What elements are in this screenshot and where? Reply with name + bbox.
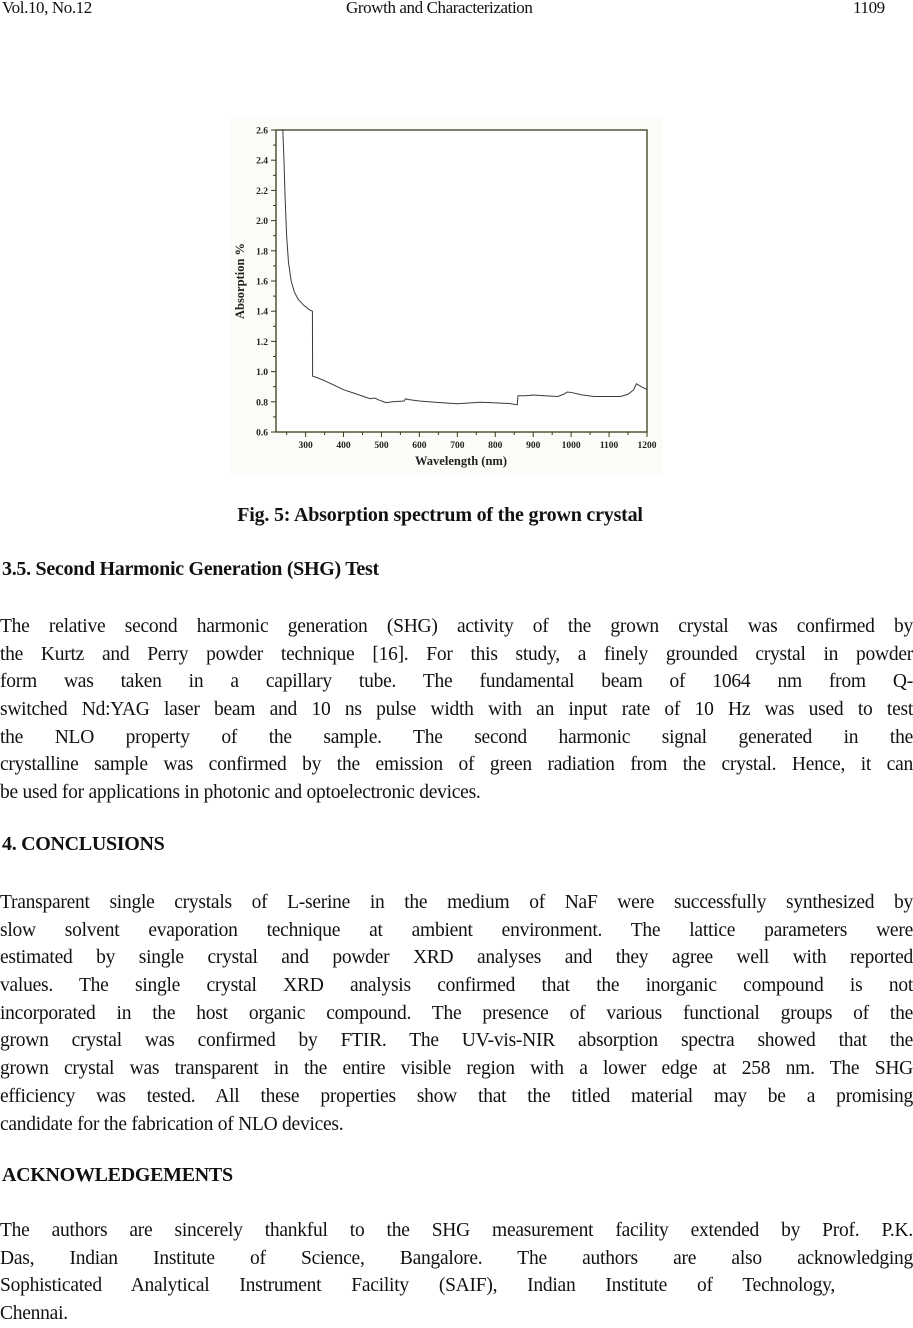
x-axis-label: Wavelength (nm) bbox=[414, 454, 508, 468]
running-header-volume: Vol.10, No.12 bbox=[2, 0, 92, 17]
x-tick-label: 1200 bbox=[637, 441, 657, 451]
text-line: be used for applications in photonic and optoelectronic devices. bbox=[0, 782, 481, 804]
text-line: estimated by single crystal and powder XRD analyses and they agree well with reported bbox=[0, 947, 913, 969]
text-line: incorporated in the host organic compound. The presence of various functional groups of the bbox=[0, 1002, 913, 1024]
text-line: The relative second harmonic generation (SHG) activity of the grown crystal was confirmed by bbox=[0, 616, 913, 637]
text-line: values. The single crystal XRD analysis confirmed that the inorganic compound is not bbox=[0, 975, 913, 997]
x-tick-label: 400 bbox=[336, 441, 351, 451]
x-tick-label: 800 bbox=[488, 441, 503, 451]
figure-caption: Fig. 5: Absorption spectrum of the grown crystal bbox=[237, 504, 643, 526]
text-line: Sophisticated Analytical Instrument Facility (SAIF), Indian Institute of Technology, bbox=[0, 1275, 835, 1297]
x-tick-label: 1000 bbox=[561, 441, 581, 451]
y-tick-label: 1.8 bbox=[256, 247, 268, 258]
y-tick-label: 0.6 bbox=[256, 428, 268, 439]
y-axis-label: Absorption % bbox=[233, 242, 247, 320]
section-heading-acknowledgements: ACKNOWLEDGEMENTS bbox=[2, 1164, 233, 1186]
section-heading-shg: 3.5. Second Harmonic Generation (SHG) Test bbox=[2, 558, 379, 580]
section-heading-conclusions: 4. CONCLUSIONS bbox=[2, 833, 165, 855]
running-header-section: Growth and Characterization bbox=[346, 0, 533, 17]
y-tick-label: 0.8 bbox=[256, 398, 268, 409]
text-line: crystalline sample was confirmed by the emission of green radiation from the crystal. Hence, it can bbox=[0, 754, 913, 776]
paragraph-acknowledgements bbox=[0, 1217, 913, 1328]
text-line: the NLO property of the sample. The second harmonic signal generated in the bbox=[0, 726, 913, 748]
paragraph-conclusions bbox=[0, 889, 913, 1138]
x-tick-label: 600 bbox=[412, 441, 427, 451]
y-tick-label: 1.2 bbox=[256, 337, 268, 348]
paragraph-shg bbox=[0, 613, 913, 807]
x-tick-label: 700 bbox=[450, 441, 465, 451]
x-tick-label: 1100 bbox=[599, 441, 619, 451]
text-line: form was taken in a capillary tube. The fundamental beam of 1064 nm from Q- bbox=[0, 671, 913, 693]
text-line: The authors are sincerely thankful to the SHG measurement facility extended by Prof. P.K. bbox=[0, 1220, 913, 1241]
text-line: the Kurtz and Perry powder technique [16]. For this study, a finely grounded crystal in powder bbox=[0, 643, 913, 665]
x-tick-label: 900 bbox=[526, 441, 541, 451]
text-line: Transparent single crystals of L-serine in the medium of NaF were successfully synthesized by bbox=[0, 892, 913, 913]
text-line: efficiency was tested. All these properties show that the titled material may be a promising bbox=[0, 1085, 913, 1107]
text-line: Chennai. bbox=[0, 1303, 68, 1325]
y-tick-label: 1.0 bbox=[256, 368, 268, 379]
text-line: grown crystal was transparent in the entire visible region with a lower edge at 258 nm. The SHG bbox=[0, 1058, 913, 1080]
text-line: grown crystal was confirmed by FTIR. The UV-vis-NIR absorption spectra showed that the bbox=[0, 1030, 913, 1052]
page-number: 1109 bbox=[853, 0, 885, 17]
y-tick-label: 2.6 bbox=[256, 126, 268, 137]
y-tick-label: 2.4 bbox=[256, 156, 268, 167]
text-line: slow solvent evaporation technique at ambient environment. The lattice parameters were bbox=[0, 919, 913, 941]
y-tick-label: 1.6 bbox=[256, 277, 268, 288]
x-tick-label: 500 bbox=[374, 441, 389, 451]
plot-area bbox=[276, 130, 647, 432]
text-line: switched Nd:YAG laser beam and 10 ns pulse width with an input rate of 10 Hz was used to test bbox=[0, 699, 913, 721]
absorption-spectrum-chart bbox=[225, 115, 670, 475]
y-tick-label: 1.4 bbox=[256, 307, 268, 318]
y-tick-label: 2.2 bbox=[256, 186, 268, 197]
y-tick-label: 2.0 bbox=[256, 217, 268, 228]
x-tick-label: 300 bbox=[298, 441, 313, 451]
text-line: candidate for the fabrication of NLO devices. bbox=[0, 1113, 344, 1135]
text-line: Das, Indian Institute of Science, Bangalore. The authors are also acknowledging bbox=[0, 1247, 913, 1269]
